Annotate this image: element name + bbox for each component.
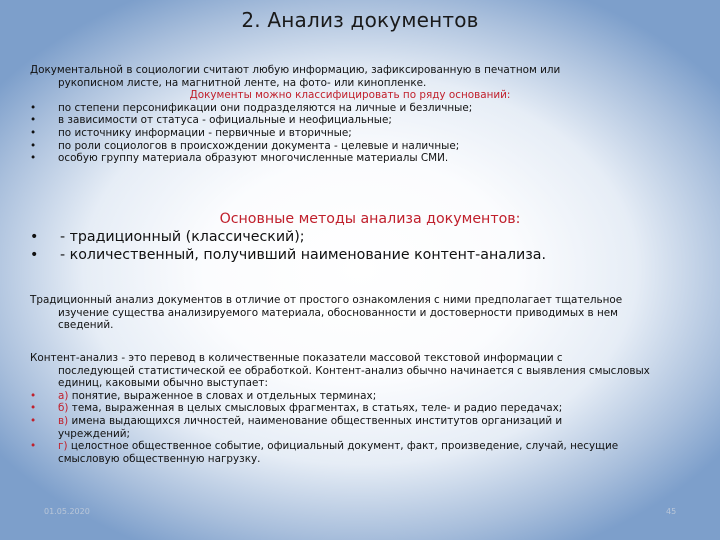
traditional-analysis-block (30, 294, 690, 332)
content-line-1: Контент-анализ - это перевод в количественные показатели массовой текстовой информации с (30, 352, 563, 364)
bullet-icon: • (30, 139, 37, 152)
footer-date: 01.05.2020 (44, 507, 90, 516)
list-item: • в зависимости от статуса - официальные и неофициальные; (30, 114, 392, 127)
intro-line-2: рукописном листе, на магнитной ленте, на фото- или кинопленке. (58, 76, 427, 89)
methods-heading: Основные методы анализа документов: (219, 211, 521, 227)
list-item: • по степени персонификации они подразделяются на личные и безличные; (30, 101, 473, 114)
bullet-icon: • (30, 114, 37, 127)
footer-page-number: 45 (666, 507, 677, 516)
content-line-3: единиц, каковыми обычно выступает: (58, 377, 268, 390)
list-item: • г) целостное общественное событие, официальный документ, факт, произведение, случай, несущие смысловую общественную нагрузку. (30, 440, 619, 465)
list-item: • по роли социологов в происхождении документа - целевые и наличные; (30, 139, 460, 152)
bullet-icon: • (30, 152, 37, 165)
methods-block (30, 210, 670, 264)
list-item: • - традиционный (классический); (30, 229, 305, 245)
traditional-line-1: Традиционный анализ документов в отличие от простого ознакомления с ними предполагает тщательное (30, 294, 623, 306)
traditional-line-3: сведений. (58, 319, 114, 332)
list-item: • по источнику информации - первичные и вторичные; (30, 126, 352, 139)
bullet-icon: • (30, 402, 37, 415)
classification-list (30, 102, 670, 165)
semantic-units-list (30, 390, 690, 466)
intro-line-1: Документальной в социологии считают любую информацию, зафиксированную в печатном или (30, 64, 561, 76)
content-line-2: последующей статистической ее обработкой. Контент-анализ обычно начинается с выявления смысловых (58, 364, 650, 377)
intro-block (30, 64, 670, 165)
bullet-icon: • (30, 101, 37, 114)
bullet-icon: • (30, 247, 39, 263)
list-item: • в) имена выдающихся личностей, наименование общественных институтов организаций и учреждений; (30, 414, 563, 440)
classification-heading: Документы можно классифицировать по ряду оснований: (189, 89, 511, 102)
methods-list (30, 228, 670, 264)
list-item: • а) понятие, выраженное в словах и отдельных терминах; (30, 389, 377, 402)
list-item: • особую группу материала образуют многочисленные материалы СМИ. (30, 152, 449, 165)
slide-title: 2. Анализ документов (241, 8, 479, 32)
bullet-icon: • (30, 414, 37, 427)
content-analysis-block (30, 352, 690, 465)
list-item: • б) тема, выраженная в целых смысловых фрагментах, в статьях, теле- и радио передачах; (30, 402, 563, 415)
bullet-icon: • (30, 389, 37, 402)
traditional-line-2: изучение существа анализируемого материала, обоснованности и достоверности приводимых в нем (58, 306, 618, 319)
bullet-icon: • (30, 126, 37, 139)
bullet-icon: • (30, 440, 37, 453)
list-item: • - количественный, получивший наименование контент-анализа. (30, 247, 546, 263)
bullet-icon: • (30, 229, 39, 245)
